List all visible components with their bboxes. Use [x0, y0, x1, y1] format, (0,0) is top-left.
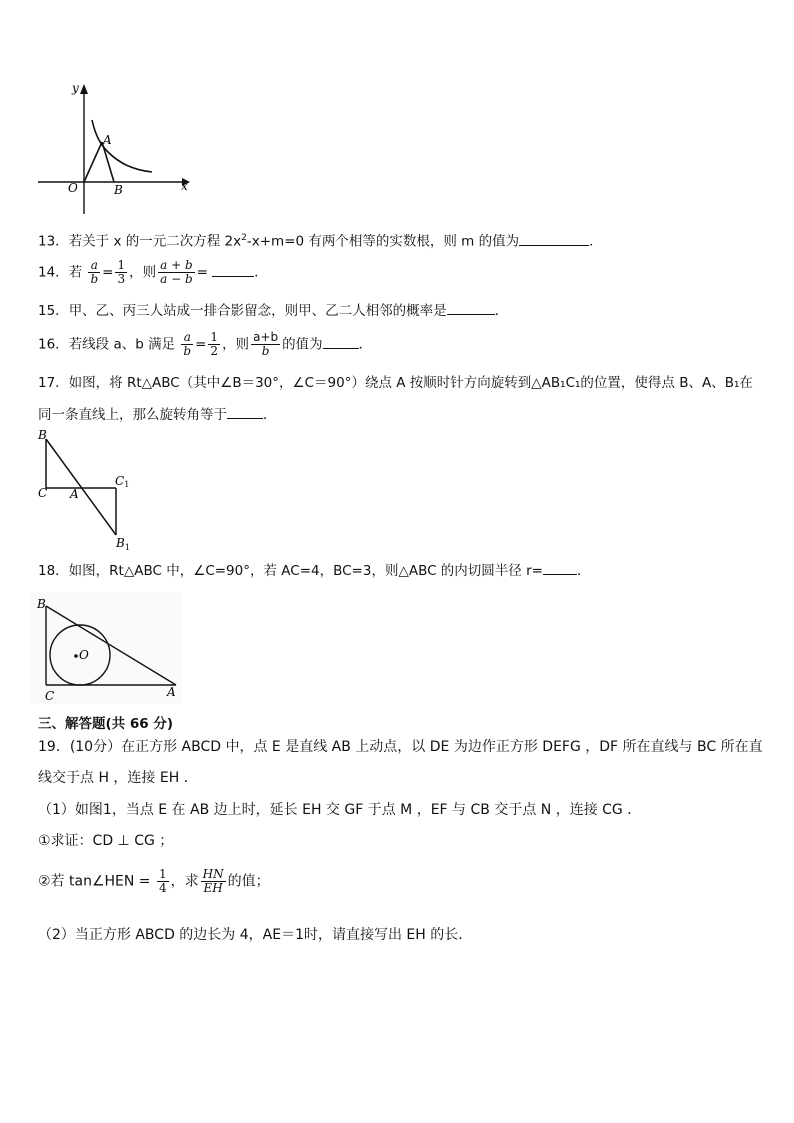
- q13-answer-blank[interactable]: [519, 233, 589, 246]
- q16-end: ．: [358, 336, 373, 353]
- fig17-B-label: B: [38, 428, 47, 442]
- fig12-B-label: B: [114, 183, 123, 197]
- q17-answer-blank[interactable]: [227, 406, 263, 419]
- section-heading: 三、解答题(共 66 分): [38, 716, 174, 732]
- q19-sub2-post: 的值；: [227, 873, 270, 890]
- q18-end: ．: [576, 563, 591, 579]
- q19-part2: （2）当正方形 ABCD 的边长为 4，AE＝1时，请直接写出 EH 的长．: [38, 927, 473, 943]
- fig17-C1-label: C1: [115, 474, 130, 489]
- q16-mid: ，则: [222, 336, 250, 353]
- fig17-B1-label: $B_1$: [116, 536, 130, 552]
- q19-part1: （1）如图1，当点 E 在 AB 边上时，延长 EH 交 GF 于点 M ，EF 与 CB 交于点 N ，连接 CG ．: [38, 802, 642, 818]
- q16-answer-blank[interactable]: [323, 336, 359, 349]
- fig12-O-label: O: [68, 181, 78, 195]
- fig18-O-label: O: [79, 648, 89, 662]
- question-14: [38, 259, 268, 286]
- question-13: [38, 229, 603, 251]
- q14-mid: ，则: [129, 264, 157, 281]
- q16-fraction-sum-b: $\frac{a+b}{b}$: [253, 330, 279, 358]
- q14-answer-blank[interactable]: [212, 264, 254, 277]
- fig12-x-label: x: [181, 179, 188, 193]
- q13-number: 13．: [38, 233, 69, 250]
- q14-fraction-a-b: $\frac{a}{b}$: [90, 258, 99, 286]
- question-17-line2: [38, 406, 277, 424]
- q15-end: ．: [494, 303, 509, 319]
- q17-end: ．: [263, 407, 277, 423]
- q13-text-after: -x+m=0 有两个相等的实数根，则 m 的值为: [246, 233, 520, 250]
- question-17-line1: 17．如图，将 Rt△ABC（其中∠B＝30°，∠C＝90°）绕点 A 按顺时针方向旋转到△AB₁C₁的位置，使得点 B、A、B₁在: [38, 375, 753, 391]
- q19-fraction-1-4: $\frac{1}{4}$: [158, 867, 167, 895]
- q16-post: 的值为: [282, 336, 323, 353]
- q15-number: 15．: [38, 303, 69, 319]
- q18-text: 18．如图，Rt△ABC 中，∠C=90°，若 AC=4，BC=3，则△ABC 的内切圆半径 r=: [38, 563, 543, 579]
- q13-end: ．: [589, 233, 603, 250]
- fig18-B-label: B: [37, 597, 46, 611]
- q19-sub2-mid: ，求: [170, 873, 199, 890]
- q13-text: 若关于 x 的一元二次方程 2x: [68, 233, 242, 250]
- q19-line1: 19．(10分）在正方形 ABCD 中，点 E 是直线 AB 上动点，以 DE 为边作正方形 DEFG ，DF 所在直线与 BC 所在直: [38, 739, 763, 755]
- q14-eq: =: [102, 264, 114, 281]
- q16-fraction-1-2: $\frac{1}{2}$: [210, 330, 219, 358]
- q14-fraction-1-3: $\frac{1}{3}$: [117, 258, 126, 286]
- q19-fraction-hn-eh: $\frac{HN}{EH}$: [202, 867, 224, 895]
- fig12-A-label: A: [103, 133, 112, 147]
- hyperbola-figure: [30, 78, 200, 220]
- fig18-A-label: A: [167, 685, 176, 699]
- q19-sub2: [38, 868, 270, 895]
- q14-pre: 若: [68, 264, 83, 281]
- fig18-C-label: C: [45, 689, 55, 703]
- q19-sub1: ①求证：CD ⊥ CG ；: [38, 833, 174, 849]
- fig17-A-label: A: [70, 487, 79, 501]
- q14-eq2: =: [196, 264, 208, 281]
- q14-end: ．: [254, 264, 268, 281]
- fig17-C-label: C: [38, 486, 48, 500]
- q16-number: 16．: [38, 336, 69, 353]
- q16-eq: =: [195, 336, 207, 353]
- q19-line2: 线交于点 H ，连接 EH ．: [38, 770, 198, 786]
- q18-answer-blank[interactable]: [543, 562, 577, 575]
- q16-pre: 若线段 a、b 满足: [68, 336, 176, 353]
- question-15: [38, 302, 508, 320]
- q15-answer-blank[interactable]: [447, 302, 495, 315]
- incircle-triangle-figure: [30, 592, 182, 704]
- q14-number: 14．: [38, 264, 69, 281]
- q16-fraction-a-b: $\frac{a}{b}$: [183, 330, 192, 358]
- question-18: [38, 562, 590, 580]
- q17-line2-text: 同一条直线上，那么旋转角等于: [38, 407, 227, 423]
- q15-text: 甲、乙、丙三人站成一排合影留念，则甲、乙二人相邻的概率是: [68, 303, 447, 319]
- q14-fraction-sum-diff: $\frac{a + b}{a - b}$: [160, 258, 193, 286]
- q13-superscript: 2: [241, 233, 247, 243]
- q19-sub2-pre: ②若 tan∠HEN =: [38, 873, 151, 890]
- fig12-y-label: y: [72, 81, 79, 95]
- rotation-triangle-figure: [30, 426, 140, 556]
- question-16: [38, 331, 372, 358]
